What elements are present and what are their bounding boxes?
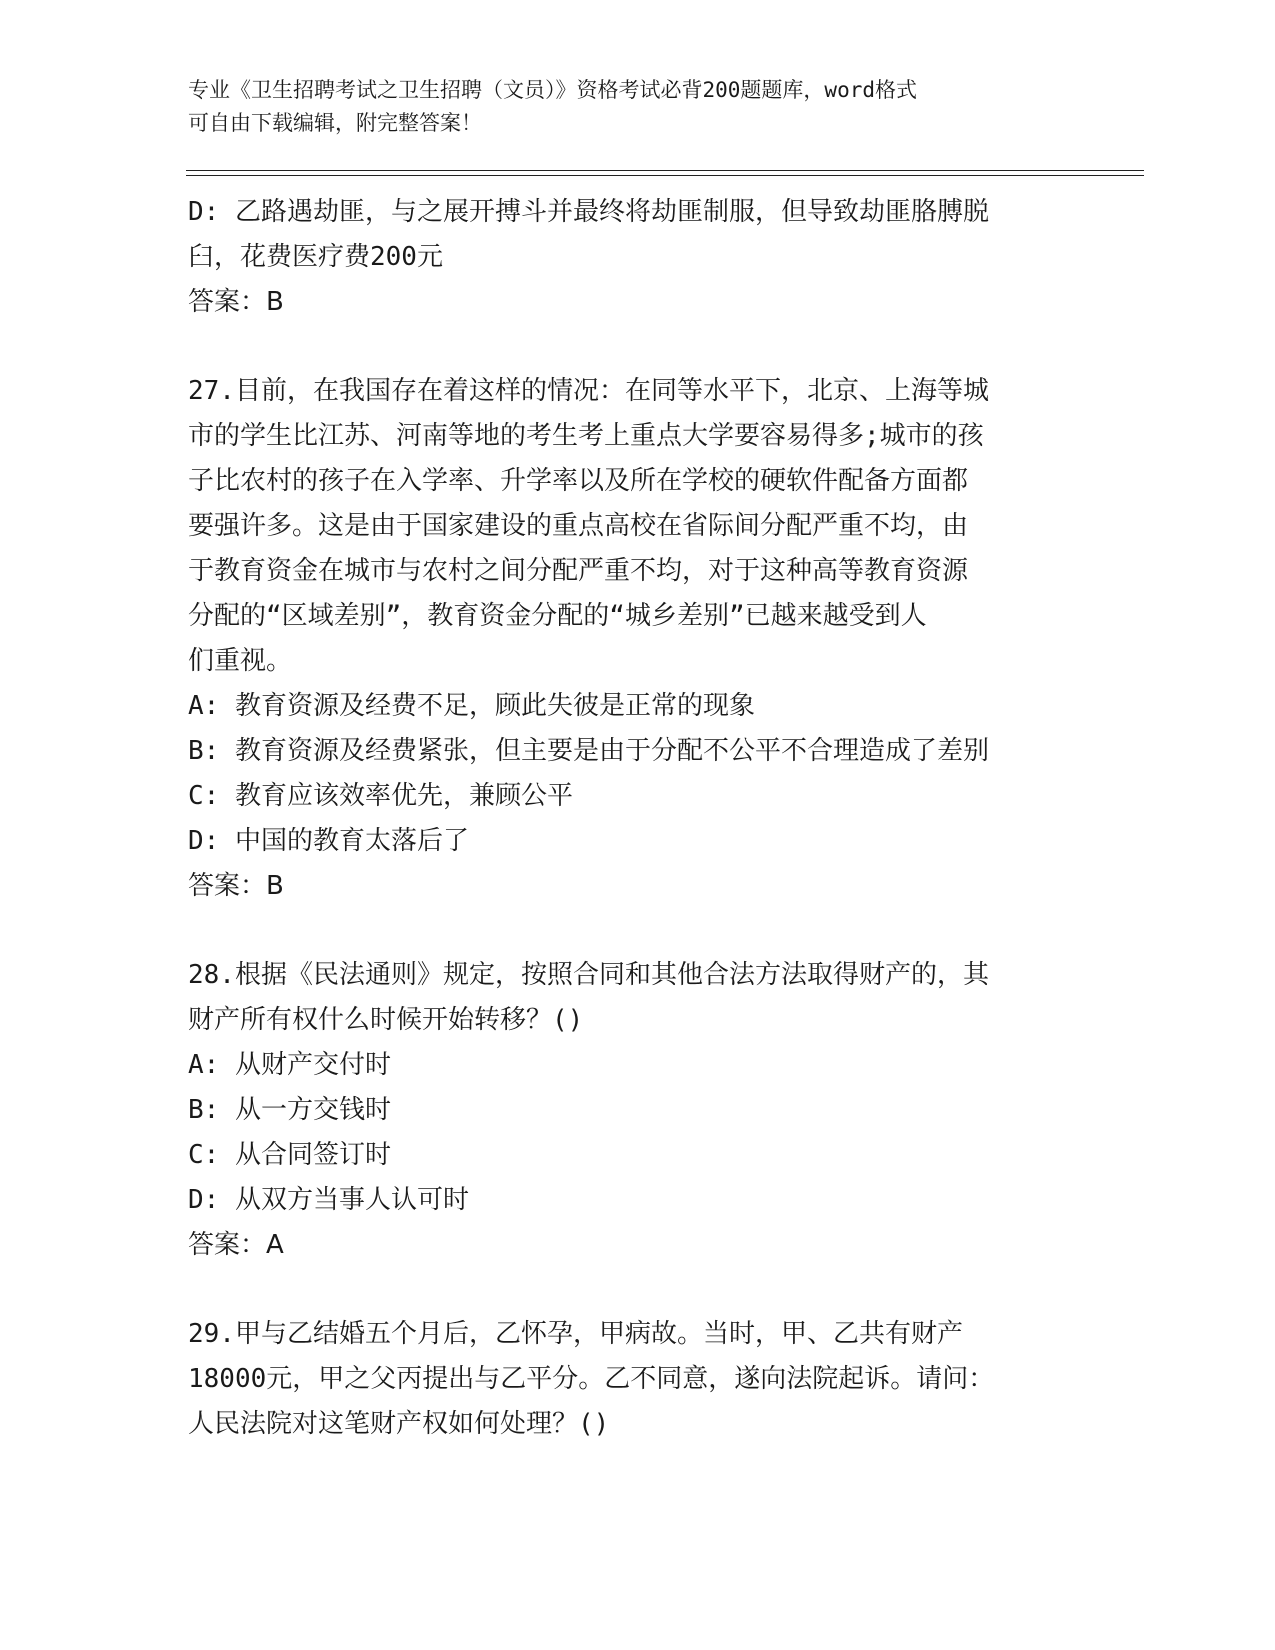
question-text-line: 市的学生比江苏、河南等地的考生考上重点大学要容易得多;城市的孩	[188, 421, 984, 451]
answer: 答案：B	[188, 871, 284, 901]
question-text-line: 28.根据《民法通则》规定，按照合同和其他合法方法取得财产的，其	[188, 960, 989, 990]
option-b: B: 教育资源及经费紧张，但主要是由于分配不公平不合理造成了差别	[188, 736, 989, 766]
option-c: C: 从合同签订时	[188, 1140, 391, 1170]
question-28	[188, 953, 1078, 1268]
header-line-2: 可自由下载编辑，附完整答案！	[188, 111, 482, 135]
answer: 答案：A	[188, 1230, 284, 1260]
question-text-line: 人民法院对这笔财产权如何处理？()	[188, 1409, 610, 1439]
header-line-1: 专业《卫生招聘考试之卫生招聘（文员）》资格考试必背200题题库，word格式	[188, 78, 917, 102]
page-content	[188, 190, 1078, 1447]
option-d: D: 中国的教育太落后了	[188, 826, 469, 856]
question-text-line: 分配的“区域差别”，教育资金分配的“城乡差别”已越来越受到人	[188, 601, 927, 631]
previous-question-continuation	[188, 190, 1078, 325]
question-text-line: 27.目前，在我国存在着这样的情况：在同等水平下，北京、上海等城	[188, 376, 989, 406]
option-c: C: 教育应该效率优先，兼顾公平	[188, 781, 573, 811]
option-d: D: 从双方当事人认可时	[188, 1185, 469, 1215]
spacer	[188, 909, 1078, 953]
question-text-line: 们重视。	[188, 646, 293, 676]
spacer	[188, 1268, 1078, 1312]
header-rule-bottom	[186, 175, 1144, 176]
option-b: B: 从一方交钱时	[188, 1095, 391, 1125]
question-29	[188, 1312, 1078, 1447]
header-rule-top	[186, 170, 1144, 171]
question-text-line: 子比农村的孩子在入学率、升学率以及所在学校的硬软件配备方面都	[188, 466, 969, 496]
option-a: A: 教育资源及经费不足，顾此失彼是正常的现象	[188, 691, 755, 721]
question-text-line: 18000元，甲之父丙提出与乙平分。乙不同意，遂向法院起诉。请问：	[188, 1364, 995, 1394]
question-text-line: 29.甲与乙结婚五个月后，乙怀孕，甲病故。当时，甲、乙共有财产	[188, 1319, 963, 1349]
question-text-line: 财产所有权什么时候开始转移？()	[188, 1005, 584, 1035]
question-text-line: 于教育资金在城市与农村之间分配严重不均，对于这种高等教育资源	[188, 556, 969, 586]
option-d-continued: 臼，花费医疗费200元	[188, 242, 443, 272]
question-text-line: 要强许多。这是由于国家建设的重点高校在省际间分配严重不均，由	[188, 511, 969, 541]
question-27	[188, 369, 1078, 909]
option-a: A: 从财产交付时	[188, 1050, 391, 1080]
page-header	[188, 74, 1088, 140]
spacer	[188, 325, 1078, 369]
option-d: D: 乙路遇劫匪，与之展开搏斗并最终将劫匪制服，但导致劫匪胳膊脱	[188, 197, 989, 227]
answer: 答案：B	[188, 287, 284, 317]
